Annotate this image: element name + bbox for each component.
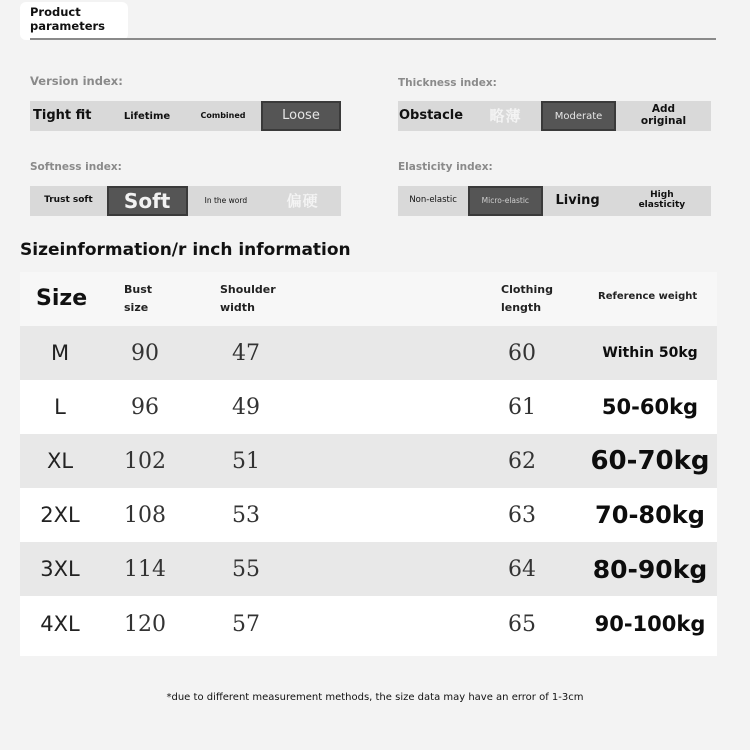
row-weight: 60-70kg bbox=[590, 446, 710, 476]
row-bust: 120 bbox=[124, 611, 166, 637]
row-bust: 90 bbox=[131, 340, 159, 366]
row-size: 2XL bbox=[40, 503, 80, 527]
header-reference-weight: Reference weight bbox=[598, 291, 698, 302]
header-length-line2: length bbox=[501, 301, 542, 314]
thickness-index-label: Thickness index: bbox=[398, 77, 497, 89]
softness-option-slightly-hard: 偏硬 bbox=[286, 191, 319, 210]
elasticity-index-scale bbox=[398, 186, 711, 216]
header-size: Size bbox=[36, 286, 88, 311]
row-size: 3XL bbox=[40, 557, 80, 581]
softness-option-in-the-word: In the word bbox=[204, 195, 248, 205]
version-index-scale bbox=[30, 101, 341, 131]
table-row bbox=[20, 326, 717, 380]
row-length: 64 bbox=[508, 556, 536, 582]
table-row bbox=[20, 542, 717, 596]
header-clothing-length bbox=[501, 281, 553, 317]
version-option-tight-fit: Tight fit bbox=[33, 107, 92, 123]
header-divider bbox=[30, 38, 716, 40]
thickness-option-slightly-thin: 略薄 bbox=[489, 106, 522, 125]
header-bust-line2: size bbox=[124, 301, 149, 314]
thickness-option-moderate: Moderate bbox=[541, 101, 616, 131]
table-row bbox=[20, 434, 717, 488]
thickness-option-obstacle: Obstacle bbox=[399, 107, 464, 123]
softness-option-trust-soft: Trust soft bbox=[44, 195, 93, 206]
row-length: 60 bbox=[508, 340, 536, 366]
row-shoulder: 57 bbox=[232, 611, 260, 637]
row-size: M bbox=[50, 341, 70, 365]
row-length: 65 bbox=[508, 611, 536, 637]
row-weight: 80-90kg bbox=[592, 554, 708, 584]
thickness-index-scale bbox=[398, 101, 711, 131]
row-shoulder: 55 bbox=[232, 556, 260, 582]
version-option-lifetime: Lifetime bbox=[123, 110, 171, 122]
row-shoulder: 51 bbox=[232, 448, 260, 474]
size-section-title: Sizeinformation/r inch information bbox=[20, 240, 351, 260]
softness-index-label: Softness index: bbox=[30, 161, 122, 173]
row-size: 4XL bbox=[40, 612, 80, 636]
row-weight: 50-60kg bbox=[601, 395, 699, 419]
header-shoulder-line2: width bbox=[220, 301, 255, 314]
version-option-loose: Loose bbox=[261, 101, 341, 131]
row-bust: 114 bbox=[124, 556, 166, 582]
row-shoulder: 53 bbox=[232, 502, 260, 528]
row-length: 61 bbox=[508, 394, 536, 420]
row-bust: 102 bbox=[124, 448, 166, 474]
header-length-line1: Clothing bbox=[501, 283, 553, 296]
header-bust-line1: Bust bbox=[124, 283, 153, 296]
table-row bbox=[20, 597, 717, 651]
row-shoulder: 49 bbox=[232, 394, 260, 420]
softness-option-soft: Soft bbox=[107, 186, 188, 216]
row-weight: 70-80kg bbox=[595, 501, 705, 529]
row-size: XL bbox=[46, 449, 74, 473]
header-bust-size bbox=[124, 281, 152, 317]
elasticity-option-high-elasticity: High elasticity bbox=[638, 190, 686, 210]
row-bust: 108 bbox=[124, 502, 166, 528]
row-bust: 96 bbox=[131, 394, 159, 420]
table-row bbox=[20, 488, 717, 542]
table-row bbox=[20, 380, 717, 434]
page-title-line1: Product bbox=[30, 5, 81, 19]
elasticity-index-label: Elasticity index: bbox=[398, 161, 493, 173]
row-length: 62 bbox=[508, 448, 536, 474]
row-weight: Within 50kg bbox=[602, 345, 698, 361]
header-shoulder-line1: Shoulder bbox=[220, 283, 276, 296]
row-weight: 90-100kg bbox=[594, 612, 706, 636]
elasticity-option-living: Living bbox=[555, 192, 600, 208]
page-title-line2: parameters bbox=[30, 19, 106, 33]
row-size: L bbox=[54, 395, 66, 419]
elasticity-option-micro-elastic: Micro-elastic bbox=[468, 186, 542, 216]
row-length: 63 bbox=[508, 502, 536, 528]
thickness-option-add-original: Add original bbox=[640, 103, 687, 127]
elasticity-option-non-elastic: Non-elastic bbox=[409, 195, 457, 206]
version-index-label: Version index: bbox=[30, 74, 123, 88]
version-option-combined: Combined bbox=[200, 110, 246, 120]
header-shoulder-width bbox=[220, 281, 276, 317]
measurement-footnote: *due to different measurement methods, the size data may have an error of 1-3cm bbox=[166, 692, 584, 703]
softness-index-scale bbox=[30, 186, 341, 216]
page-title bbox=[30, 5, 140, 33]
row-shoulder: 47 bbox=[232, 340, 260, 366]
